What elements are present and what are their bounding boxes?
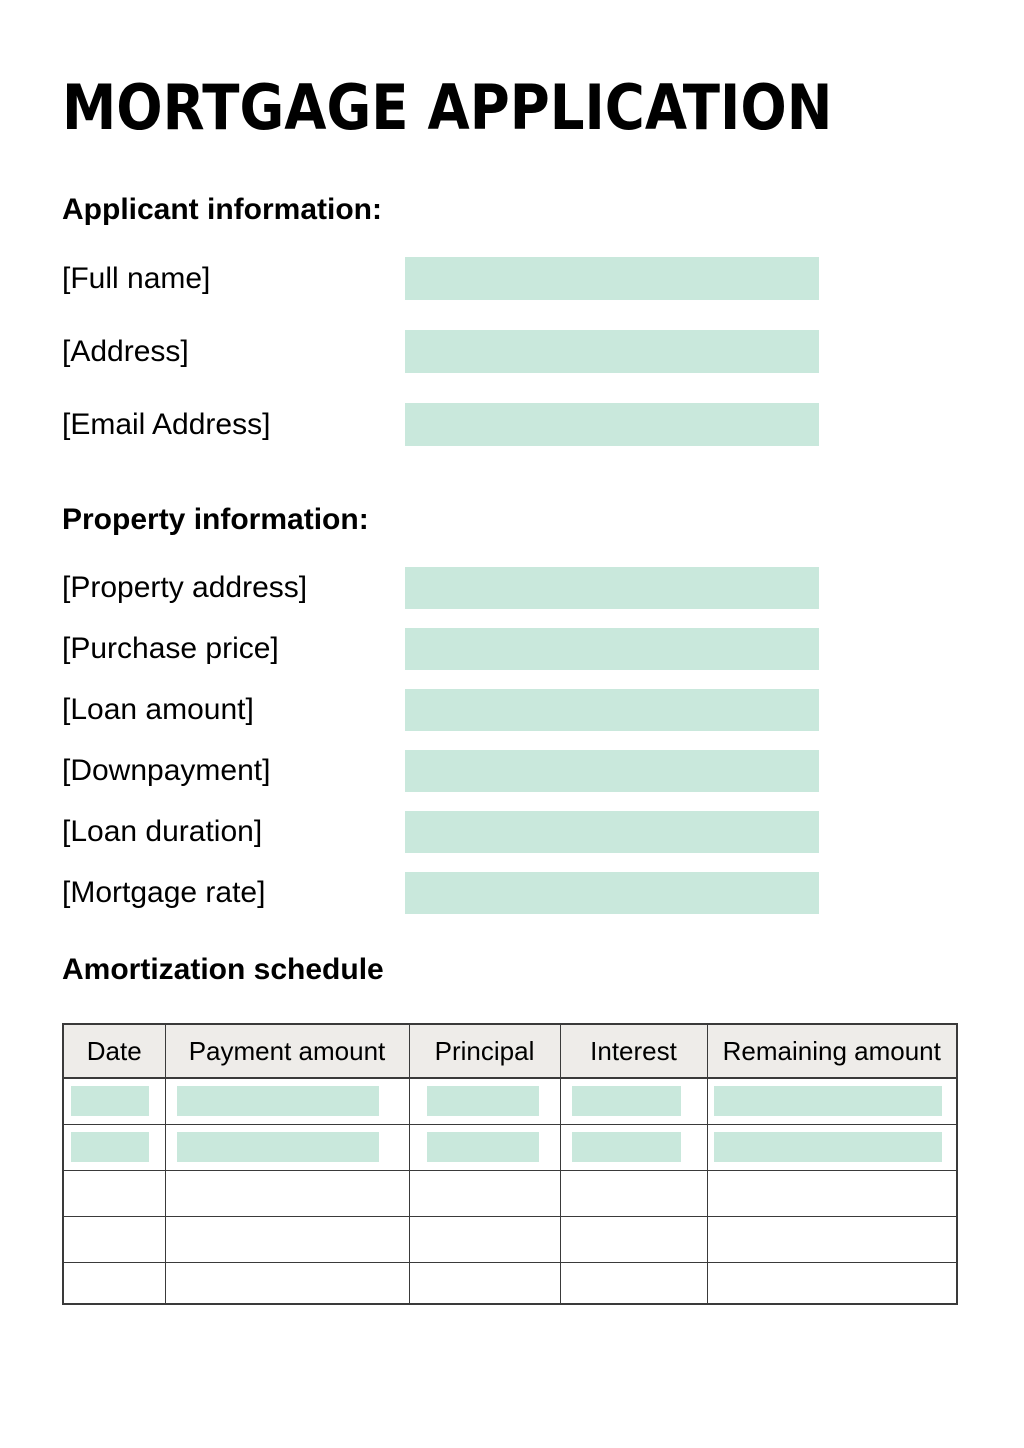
table-cell[interactable] <box>165 1262 409 1304</box>
email-address-input[interactable] <box>405 403 819 446</box>
amortization-table <box>62 1023 958 1305</box>
purchase-price-label: [Purchase price] <box>62 632 279 665</box>
table-cell[interactable] <box>707 1170 957 1216</box>
table-cell[interactable] <box>707 1078 957 1124</box>
amortization-table-body <box>63 1078 957 1304</box>
column-header-payment-amount: Payment amount <box>165 1024 409 1078</box>
field-row <box>62 403 962 446</box>
cell-fill-placeholder[interactable] <box>714 1132 943 1162</box>
email-address-label: [Email Address] <box>62 407 271 441</box>
table-cell[interactable] <box>409 1078 560 1124</box>
table-row <box>63 1170 957 1216</box>
table-cell[interactable] <box>63 1124 165 1170</box>
mortgage-rate-input[interactable] <box>405 872 819 914</box>
table-cell[interactable] <box>63 1216 165 1262</box>
cell-fill-placeholder[interactable] <box>71 1086 149 1116</box>
table-cell[interactable] <box>409 1262 560 1304</box>
cell-fill-placeholder[interactable] <box>427 1132 539 1162</box>
page-title: MORTGAGE APPLICATION <box>62 71 833 144</box>
table-header-row <box>63 1024 957 1078</box>
table-cell[interactable] <box>165 1216 409 1262</box>
column-header-date: Date <box>63 1024 165 1078</box>
table-row <box>63 1078 957 1124</box>
full-name-input[interactable] <box>405 257 819 300</box>
column-header-remaining-amount: Remaining amount <box>707 1024 957 1078</box>
table-cell[interactable] <box>560 1170 707 1216</box>
table-cell[interactable] <box>63 1170 165 1216</box>
table-cell[interactable] <box>560 1078 707 1124</box>
address-label: [Address] <box>62 334 189 368</box>
property-address-input[interactable] <box>405 567 819 609</box>
downpayment-input[interactable] <box>405 750 819 792</box>
purchase-price-input[interactable] <box>405 628 819 670</box>
table-cell[interactable] <box>409 1170 560 1216</box>
mortgage-rate-label: [Mortgage rate] <box>62 876 266 909</box>
table-row <box>63 1216 957 1262</box>
field-row <box>62 689 962 731</box>
table-cell[interactable] <box>707 1262 957 1304</box>
cell-fill-placeholder[interactable] <box>572 1086 681 1116</box>
table-cell[interactable] <box>707 1216 957 1262</box>
loan-amount-label: [Loan amount] <box>62 693 254 726</box>
full-name-label: [Full name] <box>62 261 211 295</box>
cell-fill-placeholder[interactable] <box>177 1132 379 1162</box>
table-cell[interactable] <box>707 1124 957 1170</box>
field-row <box>62 257 962 300</box>
loan-amount-input[interactable] <box>405 689 819 731</box>
table-row <box>63 1262 957 1304</box>
downpayment-label: [Downpayment] <box>62 754 271 787</box>
address-input[interactable] <box>405 330 819 373</box>
table-row <box>63 1124 957 1170</box>
cell-fill-placeholder[interactable] <box>427 1086 539 1116</box>
table-cell[interactable] <box>63 1078 165 1124</box>
cell-fill-placeholder[interactable] <box>572 1132 681 1162</box>
field-row <box>62 330 962 373</box>
field-row <box>62 567 962 609</box>
property-address-label: [Property address] <box>62 571 308 604</box>
table-cell[interactable] <box>409 1124 560 1170</box>
table-cell[interactable] <box>63 1262 165 1304</box>
table-cell[interactable] <box>560 1262 707 1304</box>
loan-duration-input[interactable] <box>405 811 819 853</box>
column-header-interest: Interest <box>560 1024 707 1078</box>
field-row <box>62 811 962 853</box>
table-cell[interactable] <box>165 1078 409 1124</box>
cell-fill-placeholder[interactable] <box>714 1086 943 1116</box>
loan-duration-label: [Loan duration] <box>62 815 263 848</box>
applicant-section-heading: Applicant information: <box>62 193 382 226</box>
property-section-heading: Property information: <box>62 503 369 536</box>
field-row <box>62 628 962 670</box>
table-cell[interactable] <box>165 1124 409 1170</box>
table-cell[interactable] <box>560 1124 707 1170</box>
cell-fill-placeholder[interactable] <box>71 1132 149 1162</box>
amortization-section-heading: Amortization schedule <box>62 953 384 986</box>
field-row <box>62 750 962 792</box>
table-cell[interactable] <box>409 1216 560 1262</box>
cell-fill-placeholder[interactable] <box>177 1086 379 1116</box>
table-cell[interactable] <box>165 1170 409 1216</box>
column-header-principal: Principal <box>409 1024 560 1078</box>
table-cell[interactable] <box>560 1216 707 1262</box>
field-row <box>62 872 962 914</box>
